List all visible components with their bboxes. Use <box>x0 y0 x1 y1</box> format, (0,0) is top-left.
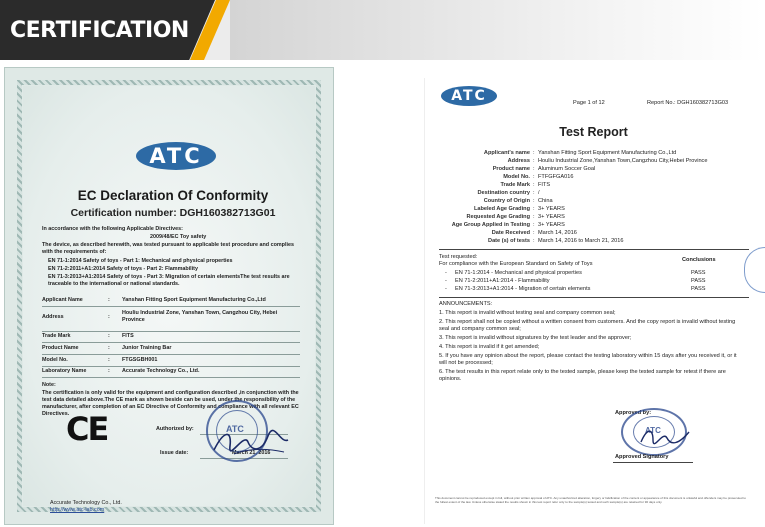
issuer-company: Accurate Technology Co., Ltd. <box>50 500 122 506</box>
banner-gradient <box>230 0 765 60</box>
field-colon: : <box>108 345 110 351</box>
seal-text: ATC <box>645 426 661 435</box>
report-field-label: Address <box>507 158 530 164</box>
report-field-value: Aluminum Soccer Goal <box>538 166 596 172</box>
certificate-title: EC Declaration Of Conformity <box>77 188 269 203</box>
report-field-colon: : <box>533 206 535 212</box>
announcement-item: 1. This report is invalid without testing seal and company common seal; <box>439 310 616 316</box>
field-value: Yanshan Fitting Sport Equipment Manufacturing Co.,Ltd <box>122 297 266 303</box>
divider <box>42 366 300 367</box>
signature <box>210 424 290 458</box>
page-number: Page 1 of 12 <box>573 100 605 106</box>
report-field-label: Trade Mark <box>500 182 530 188</box>
report-footer-disclaimer: This document cannot be reproduced except in full, without prior written approval of ATC. Any unauthorized alteration, forgery or falsification of the content or appearance of this document is unlawful and offenders may be prosecuted to the fullest extent of the law. Unless otherwise stated the results shown in this test report refer only to the sample(s) tested and such sample(s) are retained for 90 days only. <box>435 496 746 504</box>
report-field-value: FITS <box>538 182 551 188</box>
signatory-line <box>613 462 693 463</box>
standard-item: EN 71-1:2014 Safety of toys - Part 1: Mechanical and physical properties <box>48 258 233 264</box>
authorized-label: Authorized by: <box>156 426 194 432</box>
report-field-label: Product name <box>492 166 530 172</box>
field-label: Trade Mark <box>42 333 71 339</box>
report-field-label: Date (s) of tests <box>488 238 530 244</box>
report-field-colon: : <box>533 166 535 172</box>
test-name: EN 71-2:2011+A1:2014 - Flammability <box>455 278 550 284</box>
report-field-value: Yanshan Fitting Sport Equipment Manufacturing Co.,Ltd <box>538 150 677 156</box>
standard-item: EN 71-3:2013+A1:2014 Safety of toys - Part 3: Migration of certain elementsThe test results are traceable to the international or national standards. <box>48 274 290 287</box>
report-field-value: March 14, 2016 to March 21, 2016 <box>538 238 624 244</box>
field-value: Houliu Industrial Zone, Yanshan Town, Cangzhou City, Hebei Province <box>122 310 278 323</box>
divider <box>42 377 300 378</box>
field-colon: : <box>108 368 110 374</box>
report-field-value: 3+ YEARS <box>538 206 565 212</box>
report-field-colon: : <box>533 222 535 228</box>
report-field-value: / <box>538 190 540 196</box>
report-field-label: Requested Age Grading <box>466 214 530 220</box>
directive-intro: In accordance with the following Applicable Directives: <box>42 226 183 232</box>
field-value: FITS <box>122 333 134 339</box>
field-value: FTGSGBH001 <box>122 357 158 363</box>
report-field-value: March 14, 2016 <box>538 230 577 236</box>
note-text: The certification is only valid for the equipment and configuration described ,in conjunction with the test data detailed above.The CE mark as shown beside can be used, under the responsibility of the manufacturer, after completion of an EC Directive of Conformity and compliance with all relevant EC Directives. <box>42 390 299 417</box>
report-field-colon: : <box>533 230 535 236</box>
compliance-text: For compliance with the European Standard on Safety of Toys <box>439 261 593 267</box>
report-field-label: Destination country <box>477 190 530 196</box>
atc-logo: ATC <box>136 142 216 170</box>
header-banner <box>0 0 765 60</box>
report-field-colon: : <box>533 182 535 188</box>
report-field-colon: : <box>533 190 535 196</box>
report-field-label: Age Group Applied in Testing <box>451 222 530 228</box>
field-value: Junior Training Bar <box>122 345 172 351</box>
announcement-item: 5. If you have any opinion about the report, please contact the testing laboratory within 15 days after you received it, or it will not be processed; <box>439 353 737 366</box>
report-field-value: FTFGFGA016 <box>538 174 574 180</box>
announcements-label: ANNOUNCEMENTS: <box>439 301 493 307</box>
divider <box>42 354 300 355</box>
test-bullet: - <box>445 270 447 276</box>
test-name: EN 71-3:2013+A1:2014 - Migration of certain elements <box>455 286 591 292</box>
report-field-colon: : <box>533 214 535 220</box>
test-report-page <box>424 78 761 524</box>
report-field-label: Labeled Age Grading <box>473 206 530 212</box>
report-field-value: Houliu Industrial Zone,Yanshan Town,Cangzhou City,Hebei Province <box>538 158 708 164</box>
note-label: Note: <box>42 382 56 388</box>
field-colon: : <box>108 333 110 339</box>
announcement-item: 4. This report is invalid if it get amended; <box>439 344 540 350</box>
report-field-label: Country of Origin <box>483 198 530 204</box>
report-field-colon: : <box>533 198 535 204</box>
test-name: EN 71-1:2014 - Mechanical and physical properties <box>455 270 582 276</box>
issue-date-label: Issue date: <box>160 450 189 456</box>
approved-signatory: Approved Signatory <box>615 454 669 460</box>
report-field-label: Model No. <box>503 174 530 180</box>
announcement-item: 3. This report is invalid without signatures by the test leader and the approver; <box>439 335 632 341</box>
test-result: PASS <box>691 278 706 284</box>
issuer-website: http://www.atc-lab.com <box>50 507 105 513</box>
report-title: Test Report <box>559 125 628 139</box>
divider <box>42 331 300 332</box>
tested-statement: The device, as described herewith, was tested pursuant to applicable test procedure and complies with the requirements of: <box>42 242 294 255</box>
field-label: Applicant Name <box>42 297 83 303</box>
test-requested-label: Test requested: <box>439 254 478 260</box>
divider <box>42 306 300 307</box>
atc-logo: ATC <box>441 86 497 106</box>
conclusions-label: Conclusions <box>682 257 716 263</box>
report-field-label: Date Received <box>491 230 530 236</box>
approver-signature <box>637 424 693 448</box>
test-result: PASS <box>691 286 706 292</box>
banner-title: CERTIFICATION <box>10 18 189 43</box>
test-bullet: - <box>445 278 447 284</box>
field-label: Product Name <box>42 345 79 351</box>
field-label: Laboratory Name <box>42 368 87 374</box>
field-label: Address <box>42 314 64 320</box>
issue-date: March 21, 2016 <box>232 450 271 456</box>
report-field-value: 3+ YEARS <box>538 222 565 228</box>
seal-text: ATC <box>226 424 244 434</box>
divider <box>439 297 749 298</box>
approved-by-label: Approved by: <box>615 410 652 416</box>
divider <box>439 249 749 250</box>
field-colon: : <box>108 314 110 320</box>
report-field-colon: : <box>533 158 535 164</box>
report-field-value: 3+ YEARS <box>538 214 565 220</box>
field-colon: : <box>108 357 110 363</box>
standard-item: EN 71-2:2011+A1:2014 Safety of toys - Part 2: Flammability <box>48 266 198 272</box>
test-result: PASS <box>691 270 706 276</box>
report-field-colon: : <box>533 238 535 244</box>
field-colon: : <box>108 297 110 303</box>
field-label: Model No. <box>42 357 68 363</box>
ce-mark: CE <box>66 410 108 448</box>
report-number: Report No.: DGH160382713G03 <box>647 100 729 106</box>
report-field-colon: : <box>533 174 535 180</box>
field-value: Accurate Technology Co., Ltd. <box>122 368 200 374</box>
announcement-item: 2. This report shall not be copied without a written consent from customers. And the copy report is invalid without testing seal and company common seal; <box>439 319 736 332</box>
report-field-value: China <box>538 198 553 204</box>
test-bullet: - <box>445 286 447 292</box>
report-field-label: Applicant's name <box>483 150 530 156</box>
report-field-colon: : <box>533 150 535 156</box>
directive: 2009/48/EC Toy safety <box>150 234 207 240</box>
announcement-item: 6. The test results in this report relate only to the tested sample, please keep the tested sample for retest if there are opinions. <box>439 369 726 382</box>
divider <box>42 342 300 343</box>
certificate-number: Certification number: DGH160382713G01 <box>70 207 276 219</box>
